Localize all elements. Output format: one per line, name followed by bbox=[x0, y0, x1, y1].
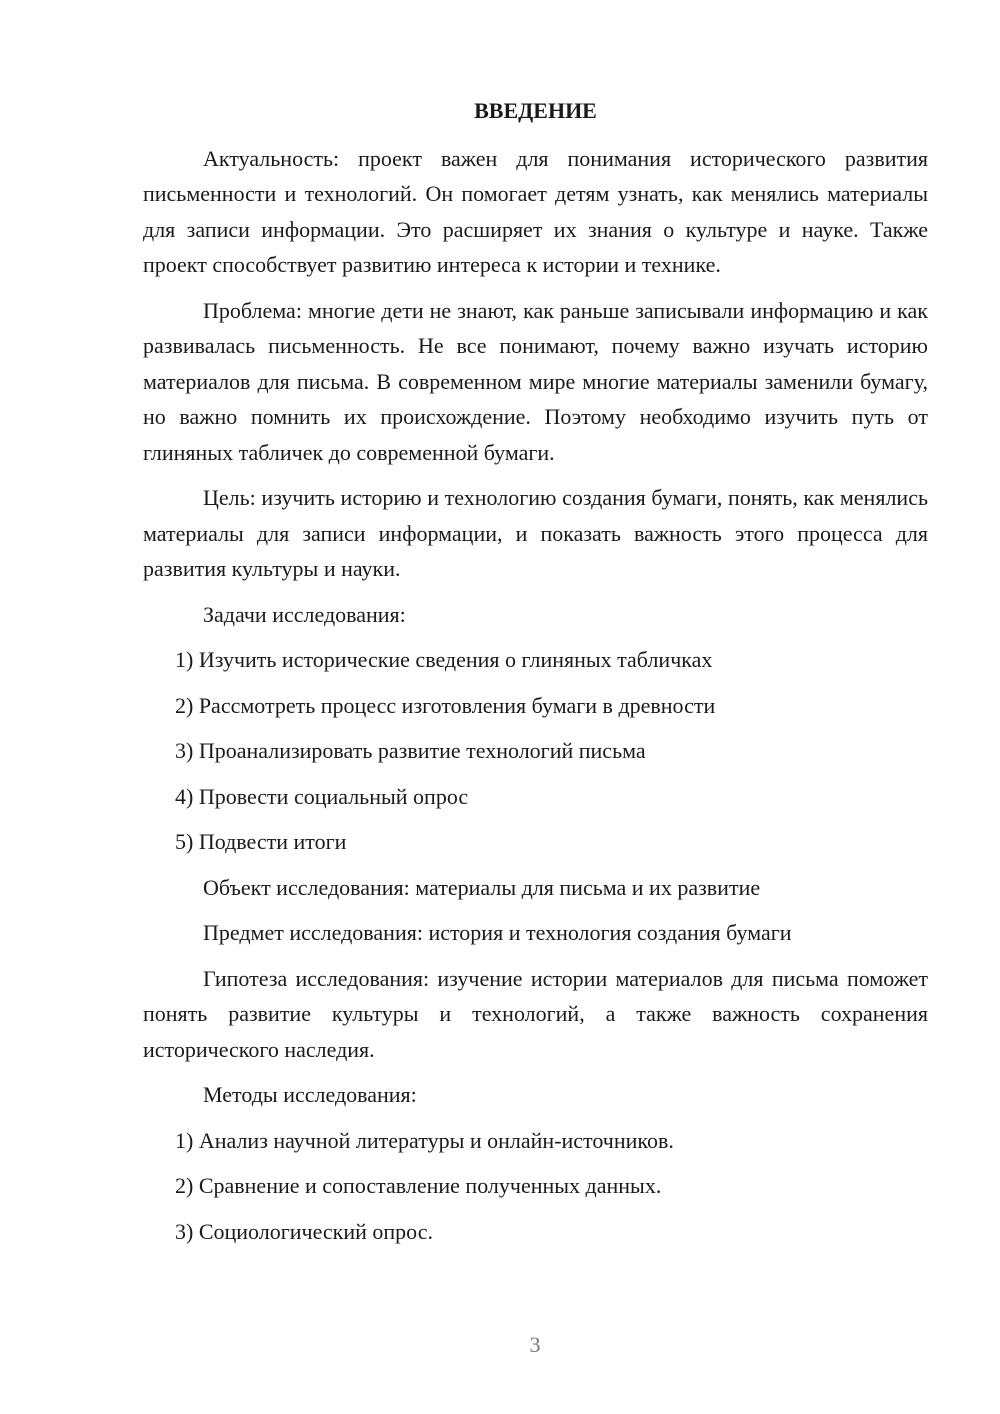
goal-paragraph: Цель: изучить историю и технологию создания бумаги, понять, как менялись материалы для записи информации, и показать важность этого процесса для развития культуры и науки. bbox=[143, 485, 928, 581]
tasks-label: Задачи исследования: bbox=[203, 601, 406, 627]
task-item: 2) Рассмотреть процесс изготовления бумаги в древности bbox=[175, 692, 716, 718]
document-page bbox=[143, 93, 928, 1259]
task-item: 4) Провести социальный опрос bbox=[175, 783, 469, 809]
hypothesis-paragraph: Гипотеза исследования: изучение истории материалов для письма поможет понять развитие культуры и технологий, а также важность сохранения исторического наследия. bbox=[143, 965, 928, 1062]
subject-paragraph: Предмет исследования: история и технология создания бумаги bbox=[203, 920, 792, 945]
methods-list bbox=[143, 1123, 928, 1250]
object-paragraph: Объект исследования: материалы для письма и их развитие bbox=[203, 874, 761, 900]
problem-paragraph: Проблема: многие дети не знают, как раньше записывали информацию и как развивалась письменность. Не все понимают, почему важно изучать историю материалов для письма. В современном мире многие материалы заменили бумагу, но важно помнить их происхождение. Поэтому необходимо изучить путь от глиняных табличек до современной бумаги. bbox=[143, 297, 928, 465]
method-item: 2) Сравнение и сопоставление полученных данных. bbox=[175, 1173, 662, 1198]
methods-label: Методы исследования: bbox=[203, 1082, 417, 1107]
method-item: 1) Анализ научной литературы и онлайн-источников. bbox=[175, 1127, 674, 1153]
task-item: 3) Проанализировать развитие технологий письма bbox=[175, 738, 646, 763]
task-item: 5) Подвести итоги bbox=[175, 829, 347, 854]
method-item: 3) Социологический опрос. bbox=[175, 1218, 433, 1244]
page-number: 3 bbox=[529, 1332, 541, 1357]
relevance-paragraph: Актуальность: проект важен для понимания исторического развития письменности и технологий. Он помогает детям узнать, как менялись материалы для записи информации. Это расширяет их знания о культуре и науке. Также проект способствует развитию интереса к истории и технике. bbox=[143, 145, 928, 277]
task-item: 1) Изучить исторические сведения о глиняных табличках bbox=[175, 647, 713, 672]
section-heading: ВВЕДЕНИЕ bbox=[474, 98, 597, 123]
tasks-list bbox=[143, 642, 928, 860]
